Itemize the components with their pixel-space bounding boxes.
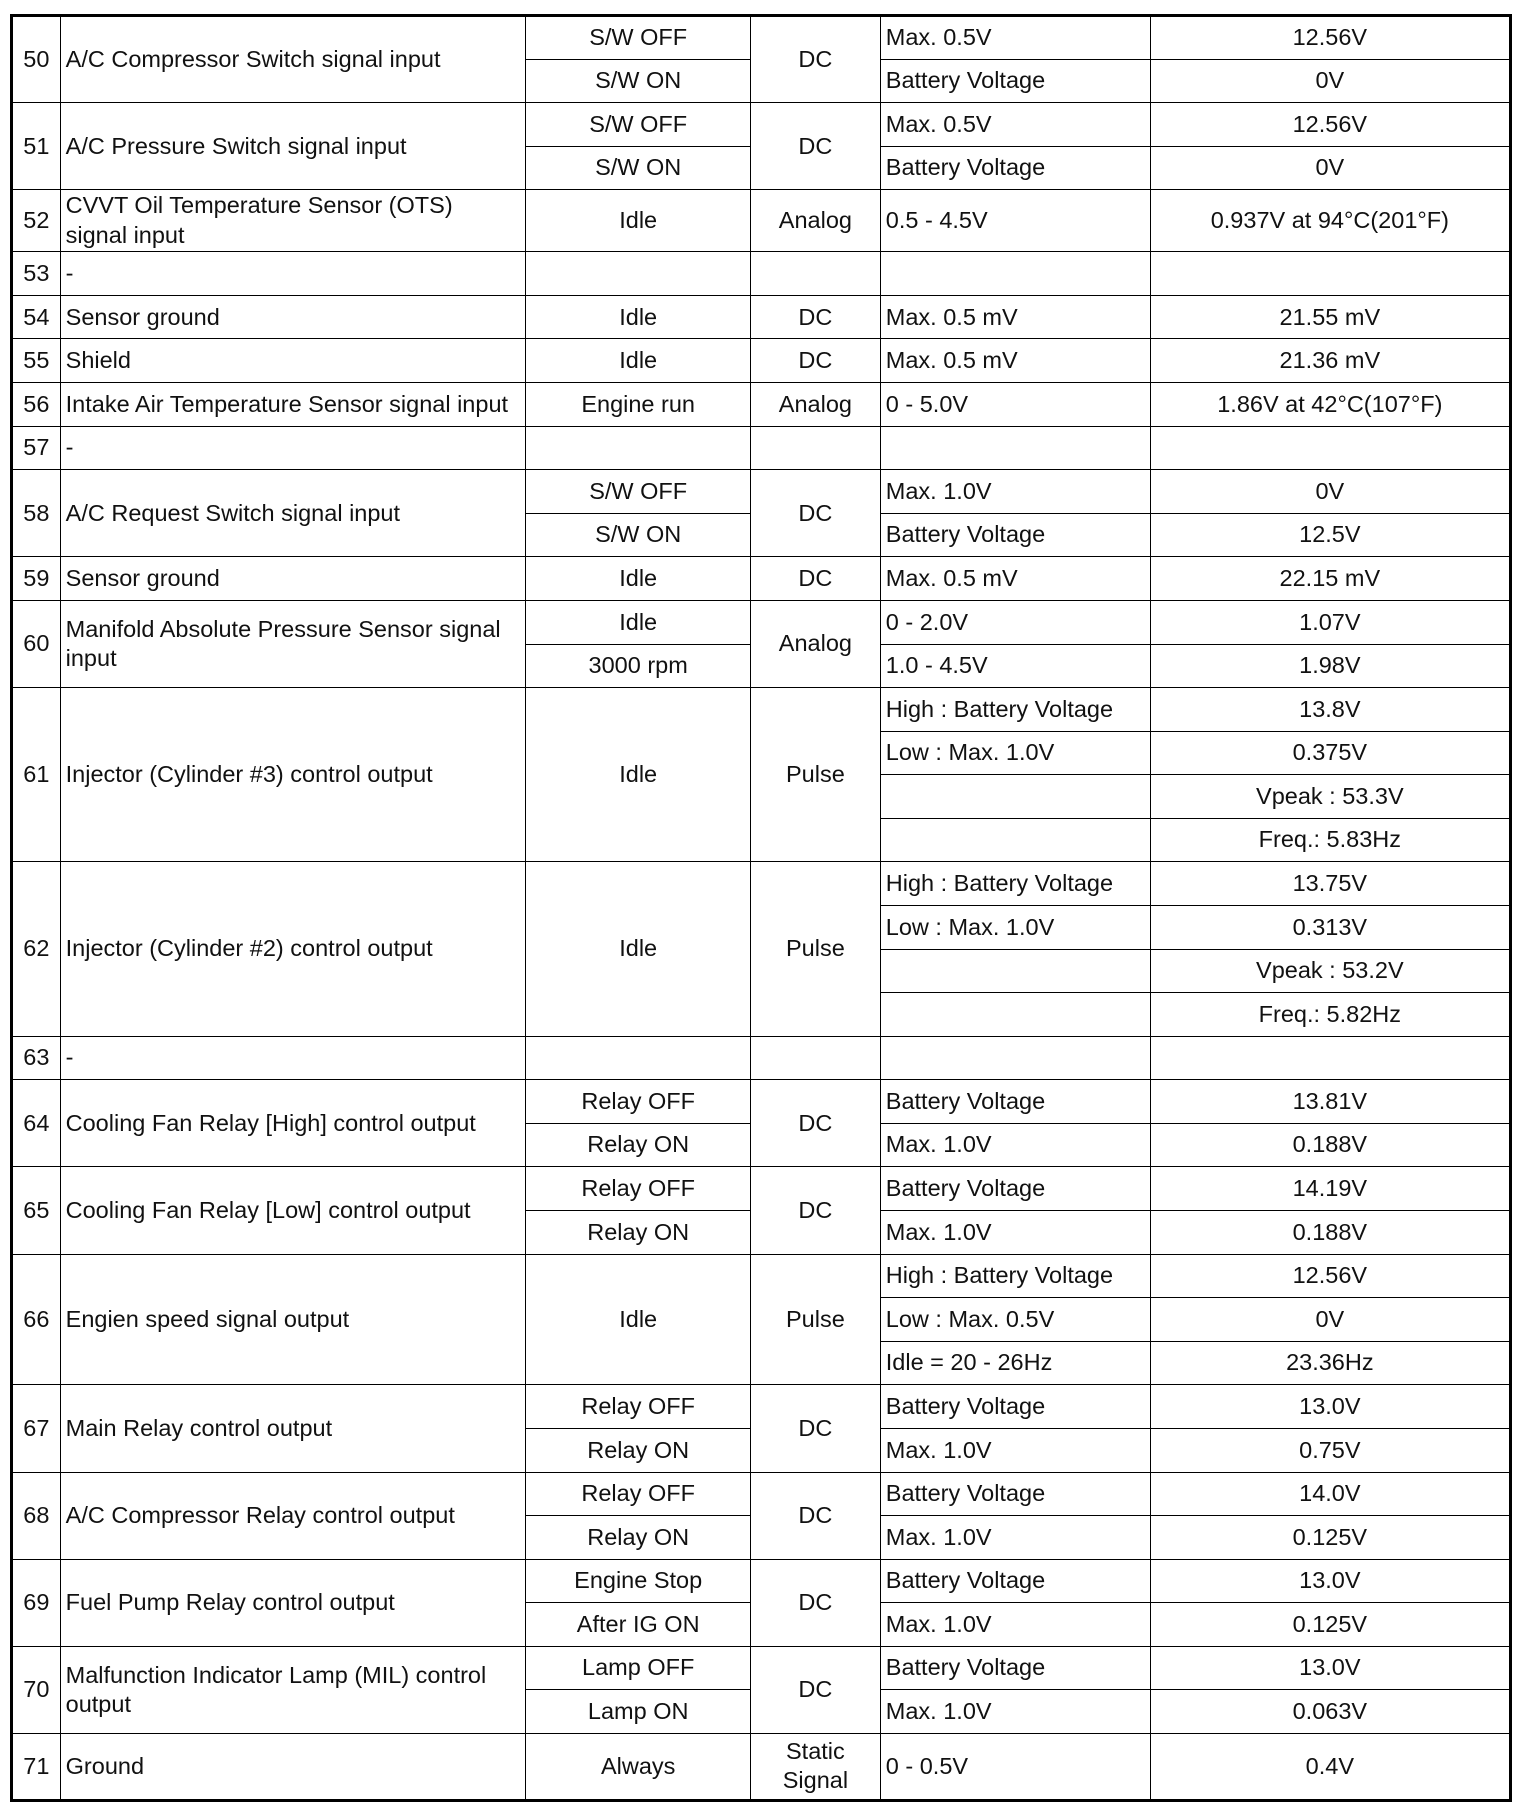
- test-condition: Relay OFF: [526, 1385, 751, 1429]
- spec-value: Max. 1.0V: [880, 470, 1150, 514]
- signal-type: DC: [751, 295, 881, 339]
- measured-value: 13.81V: [1150, 1080, 1510, 1124]
- test-condition: Idle: [526, 557, 751, 601]
- test-condition: S/W OFF: [526, 103, 751, 147]
- measured-value: 14.0V: [1150, 1472, 1510, 1516]
- signal-type: Analog: [751, 190, 881, 252]
- spec-value: Max. 1.0V: [880, 1516, 1150, 1560]
- test-condition: [526, 1036, 751, 1080]
- pin-description: Ground: [60, 1733, 526, 1800]
- table-row: [12, 103, 1511, 147]
- measured-value: 0V: [1150, 1298, 1510, 1342]
- signal-type: DC: [751, 1167, 881, 1254]
- signal-type: Pulse: [751, 688, 881, 862]
- signal-type: DC: [751, 339, 881, 383]
- pin-description: Engien speed signal output: [60, 1254, 526, 1385]
- spec-value: [880, 252, 1150, 296]
- table-row: [12, 1646, 1511, 1690]
- table-row: [12, 190, 1511, 252]
- measured-value: 1.86V at 42°C(107°F): [1150, 383, 1510, 427]
- test-condition: Always: [526, 1733, 751, 1800]
- measured-value: 0.125V: [1150, 1516, 1510, 1560]
- signal-type: DC: [751, 1472, 881, 1559]
- table-row: [12, 1254, 1511, 1298]
- spec-value: Max. 0.5V: [880, 103, 1150, 147]
- spec-value: Battery Voltage: [880, 1385, 1150, 1429]
- spec-value: Battery Voltage: [880, 59, 1150, 103]
- measured-value: 0.4V: [1150, 1733, 1510, 1800]
- table-row: [12, 426, 1511, 470]
- table-row: [12, 470, 1511, 514]
- measured-value: 22.15 mV: [1150, 557, 1510, 601]
- table-row: [12, 1036, 1511, 1080]
- test-condition: Idle: [526, 339, 751, 383]
- spec-value: [880, 993, 1150, 1037]
- signal-type: Static Signal: [751, 1733, 881, 1800]
- spec-value: Low : Max. 0.5V: [880, 1298, 1150, 1342]
- test-condition: Idle: [526, 862, 751, 1036]
- pin-description: -: [60, 252, 526, 296]
- table-row: [12, 295, 1511, 339]
- test-condition: S/W ON: [526, 146, 751, 190]
- table-row: [12, 1167, 1511, 1211]
- pin-number: 53: [12, 252, 61, 296]
- measured-value: 14.19V: [1150, 1167, 1510, 1211]
- test-condition: [526, 426, 751, 470]
- measured-value: 0V: [1150, 146, 1510, 190]
- test-condition: Idle: [526, 190, 751, 252]
- spec-value: Battery Voltage: [880, 146, 1150, 190]
- measured-value: 12.56V: [1150, 103, 1510, 147]
- measured-value: 0.125V: [1150, 1603, 1510, 1647]
- measured-value: 0.063V: [1150, 1690, 1510, 1734]
- pin-number: 52: [12, 190, 61, 252]
- pin-description: Injector (Cylinder #2) control output: [60, 862, 526, 1036]
- measured-value: 12.56V: [1150, 16, 1510, 60]
- ecm-pin-table: [10, 14, 1512, 1802]
- signal-type: Analog: [751, 383, 881, 427]
- signal-type: DC: [751, 1385, 881, 1472]
- signal-type: DC: [751, 16, 881, 103]
- spec-value: Idle = 20 - 26Hz: [880, 1341, 1150, 1385]
- table-row: [12, 16, 1511, 60]
- table-row: [12, 862, 1511, 906]
- pin-number: 64: [12, 1080, 61, 1167]
- table-row: [12, 1385, 1511, 1429]
- pin-number: 58: [12, 470, 61, 557]
- table-row: [12, 1080, 1511, 1124]
- measured-value: 21.55 mV: [1150, 295, 1510, 339]
- test-condition: Relay ON: [526, 1428, 751, 1472]
- spec-value: 0.5 - 4.5V: [880, 190, 1150, 252]
- pin-description: Cooling Fan Relay [Low] control output: [60, 1167, 526, 1254]
- test-condition: Relay OFF: [526, 1472, 751, 1516]
- measured-value: 0.188V: [1150, 1123, 1510, 1167]
- spec-value: Battery Voltage: [880, 1646, 1150, 1690]
- signal-type: Pulse: [751, 862, 881, 1036]
- measured-value: 0.937V at 94°C(201°F): [1150, 190, 1510, 252]
- measured-value: 13.0V: [1150, 1385, 1510, 1429]
- pin-number: 59: [12, 557, 61, 601]
- spec-value: Max. 1.0V: [880, 1428, 1150, 1472]
- pin-description: Injector (Cylinder #3) control output: [60, 688, 526, 862]
- test-condition: Relay ON: [526, 1211, 751, 1255]
- spec-value: Battery Voltage: [880, 1472, 1150, 1516]
- test-condition: Relay ON: [526, 1123, 751, 1167]
- measured-value: [1150, 252, 1510, 296]
- table-row: [12, 1733, 1511, 1800]
- signal-type: Analog: [751, 600, 881, 687]
- test-condition: Engine Stop: [526, 1559, 751, 1603]
- pin-number: 65: [12, 1167, 61, 1254]
- measured-value: 1.07V: [1150, 600, 1510, 644]
- signal-type: DC: [751, 557, 881, 601]
- spec-value: [880, 426, 1150, 470]
- pin-description: A/C Compressor Relay control output: [60, 1472, 526, 1559]
- spec-value: 0 - 2.0V: [880, 600, 1150, 644]
- test-condition: S/W ON: [526, 59, 751, 103]
- spec-value: Max. 0.5V: [880, 16, 1150, 60]
- pin-description: Intake Air Temperature Sensor signal input: [60, 383, 526, 427]
- spec-value: [880, 818, 1150, 862]
- table-row: [12, 339, 1511, 383]
- pin-description: Malfunction Indicator Lamp (MIL) control output: [60, 1646, 526, 1733]
- spec-value: Battery Voltage: [880, 513, 1150, 557]
- test-condition: Lamp ON: [526, 1690, 751, 1734]
- measured-value: 23.36Hz: [1150, 1341, 1510, 1385]
- measured-value: 13.75V: [1150, 862, 1510, 906]
- pin-number: 71: [12, 1733, 61, 1800]
- pin-number: 56: [12, 383, 61, 427]
- spec-value: [880, 949, 1150, 993]
- spec-value: Max. 1.0V: [880, 1603, 1150, 1647]
- measured-value: [1150, 426, 1510, 470]
- signal-type: [751, 426, 881, 470]
- table-row: [12, 557, 1511, 601]
- spec-value: Low : Max. 1.0V: [880, 906, 1150, 950]
- measured-value: 0.313V: [1150, 906, 1510, 950]
- pin-description: -: [60, 1036, 526, 1080]
- spec-value: Max. 0.5 mV: [880, 295, 1150, 339]
- measured-value: 13.8V: [1150, 688, 1510, 732]
- spec-value: Max. 1.0V: [880, 1123, 1150, 1167]
- test-condition: Relay ON: [526, 1516, 751, 1560]
- pin-number: 50: [12, 16, 61, 103]
- table-row: [12, 1559, 1511, 1603]
- pin-description: Shield: [60, 339, 526, 383]
- pin-number: 55: [12, 339, 61, 383]
- signal-type: Pulse: [751, 1254, 881, 1385]
- pin-number: 51: [12, 103, 61, 190]
- test-condition: S/W OFF: [526, 470, 751, 514]
- spec-value: Battery Voltage: [880, 1167, 1150, 1211]
- signal-type: [751, 252, 881, 296]
- spec-value: Battery Voltage: [880, 1559, 1150, 1603]
- measured-value: 12.5V: [1150, 513, 1510, 557]
- pin-number: 70: [12, 1646, 61, 1733]
- signal-type: DC: [751, 103, 881, 190]
- spec-value: High : Battery Voltage: [880, 1254, 1150, 1298]
- signal-type: [751, 1036, 881, 1080]
- test-condition: Idle: [526, 1254, 751, 1385]
- spec-value: Max. 1.0V: [880, 1690, 1150, 1734]
- pin-number: 61: [12, 688, 61, 862]
- spec-value: 0 - 5.0V: [880, 383, 1150, 427]
- spec-value: High : Battery Voltage: [880, 688, 1150, 732]
- pin-number: 69: [12, 1559, 61, 1646]
- spec-value: Max. 1.0V: [880, 1211, 1150, 1255]
- pin-description: A/C Pressure Switch signal input: [60, 103, 526, 190]
- measured-value: Freq.: 5.83Hz: [1150, 818, 1510, 862]
- test-condition: S/W OFF: [526, 16, 751, 60]
- test-condition: [526, 252, 751, 296]
- table-body: [12, 16, 1511, 1801]
- pin-number: 68: [12, 1472, 61, 1559]
- test-condition: After IG ON: [526, 1603, 751, 1647]
- pin-number: 66: [12, 1254, 61, 1385]
- pin-number: 60: [12, 600, 61, 687]
- spec-value: Max. 0.5 mV: [880, 339, 1150, 383]
- pin-number: 62: [12, 862, 61, 1036]
- test-condition: Idle: [526, 688, 751, 862]
- pin-number: 57: [12, 426, 61, 470]
- test-condition: Idle: [526, 295, 751, 339]
- measured-value: 13.0V: [1150, 1646, 1510, 1690]
- measured-value: Vpeak : 53.3V: [1150, 775, 1510, 819]
- pin-description: Fuel Pump Relay control output: [60, 1559, 526, 1646]
- measured-value: 1.98V: [1150, 644, 1510, 688]
- measured-value: 0.188V: [1150, 1211, 1510, 1255]
- test-condition: 3000 rpm: [526, 644, 751, 688]
- measured-value: 12.56V: [1150, 1254, 1510, 1298]
- measured-value: 0.375V: [1150, 731, 1510, 775]
- measured-value: 0.75V: [1150, 1428, 1510, 1472]
- measured-value: Freq.: 5.82Hz: [1150, 993, 1510, 1037]
- pin-description: CVVT Oil Temperature Sensor (OTS) signal input: [60, 190, 526, 252]
- measured-value: 0V: [1150, 59, 1510, 103]
- pin-description: Cooling Fan Relay [High] control output: [60, 1080, 526, 1167]
- pin-description: Sensor ground: [60, 557, 526, 601]
- measured-value: 21.36 mV: [1150, 339, 1510, 383]
- pin-description: Main Relay control output: [60, 1385, 526, 1472]
- signal-type: DC: [751, 1080, 881, 1167]
- test-condition: Idle: [526, 600, 751, 644]
- spec-value: [880, 1036, 1150, 1080]
- spec-value: Max. 0.5 mV: [880, 557, 1150, 601]
- measured-value: [1150, 1036, 1510, 1080]
- measured-value: 13.0V: [1150, 1559, 1510, 1603]
- test-condition: Relay OFF: [526, 1167, 751, 1211]
- test-condition: S/W ON: [526, 513, 751, 557]
- signal-type: DC: [751, 1646, 881, 1733]
- pin-description: Sensor ground: [60, 295, 526, 339]
- table-row: [12, 252, 1511, 296]
- table-row: [12, 383, 1511, 427]
- test-condition: Engine run: [526, 383, 751, 427]
- spec-value: 0 - 0.5V: [880, 1733, 1150, 1800]
- pin-number: 67: [12, 1385, 61, 1472]
- spec-value: [880, 775, 1150, 819]
- pin-description: Manifold Absolute Pressure Sensor signal input: [60, 600, 526, 687]
- pin-description: -: [60, 426, 526, 470]
- signal-type: DC: [751, 470, 881, 557]
- test-condition: Relay OFF: [526, 1080, 751, 1124]
- pin-number: 63: [12, 1036, 61, 1080]
- measured-value: Vpeak : 53.2V: [1150, 949, 1510, 993]
- table-row: [12, 1472, 1511, 1516]
- spec-value: 1.0 - 4.5V: [880, 644, 1150, 688]
- spec-value: High : Battery Voltage: [880, 862, 1150, 906]
- pin-number: 54: [12, 295, 61, 339]
- pin-description: A/C Compressor Switch signal input: [60, 16, 526, 103]
- test-condition: Lamp OFF: [526, 1646, 751, 1690]
- table-row: [12, 688, 1511, 732]
- spec-value: Battery Voltage: [880, 1080, 1150, 1124]
- signal-type: DC: [751, 1559, 881, 1646]
- pin-description: A/C Request Switch signal input: [60, 470, 526, 557]
- table-row: [12, 600, 1511, 644]
- spec-value: Low : Max. 1.0V: [880, 731, 1150, 775]
- measured-value: 0V: [1150, 470, 1510, 514]
